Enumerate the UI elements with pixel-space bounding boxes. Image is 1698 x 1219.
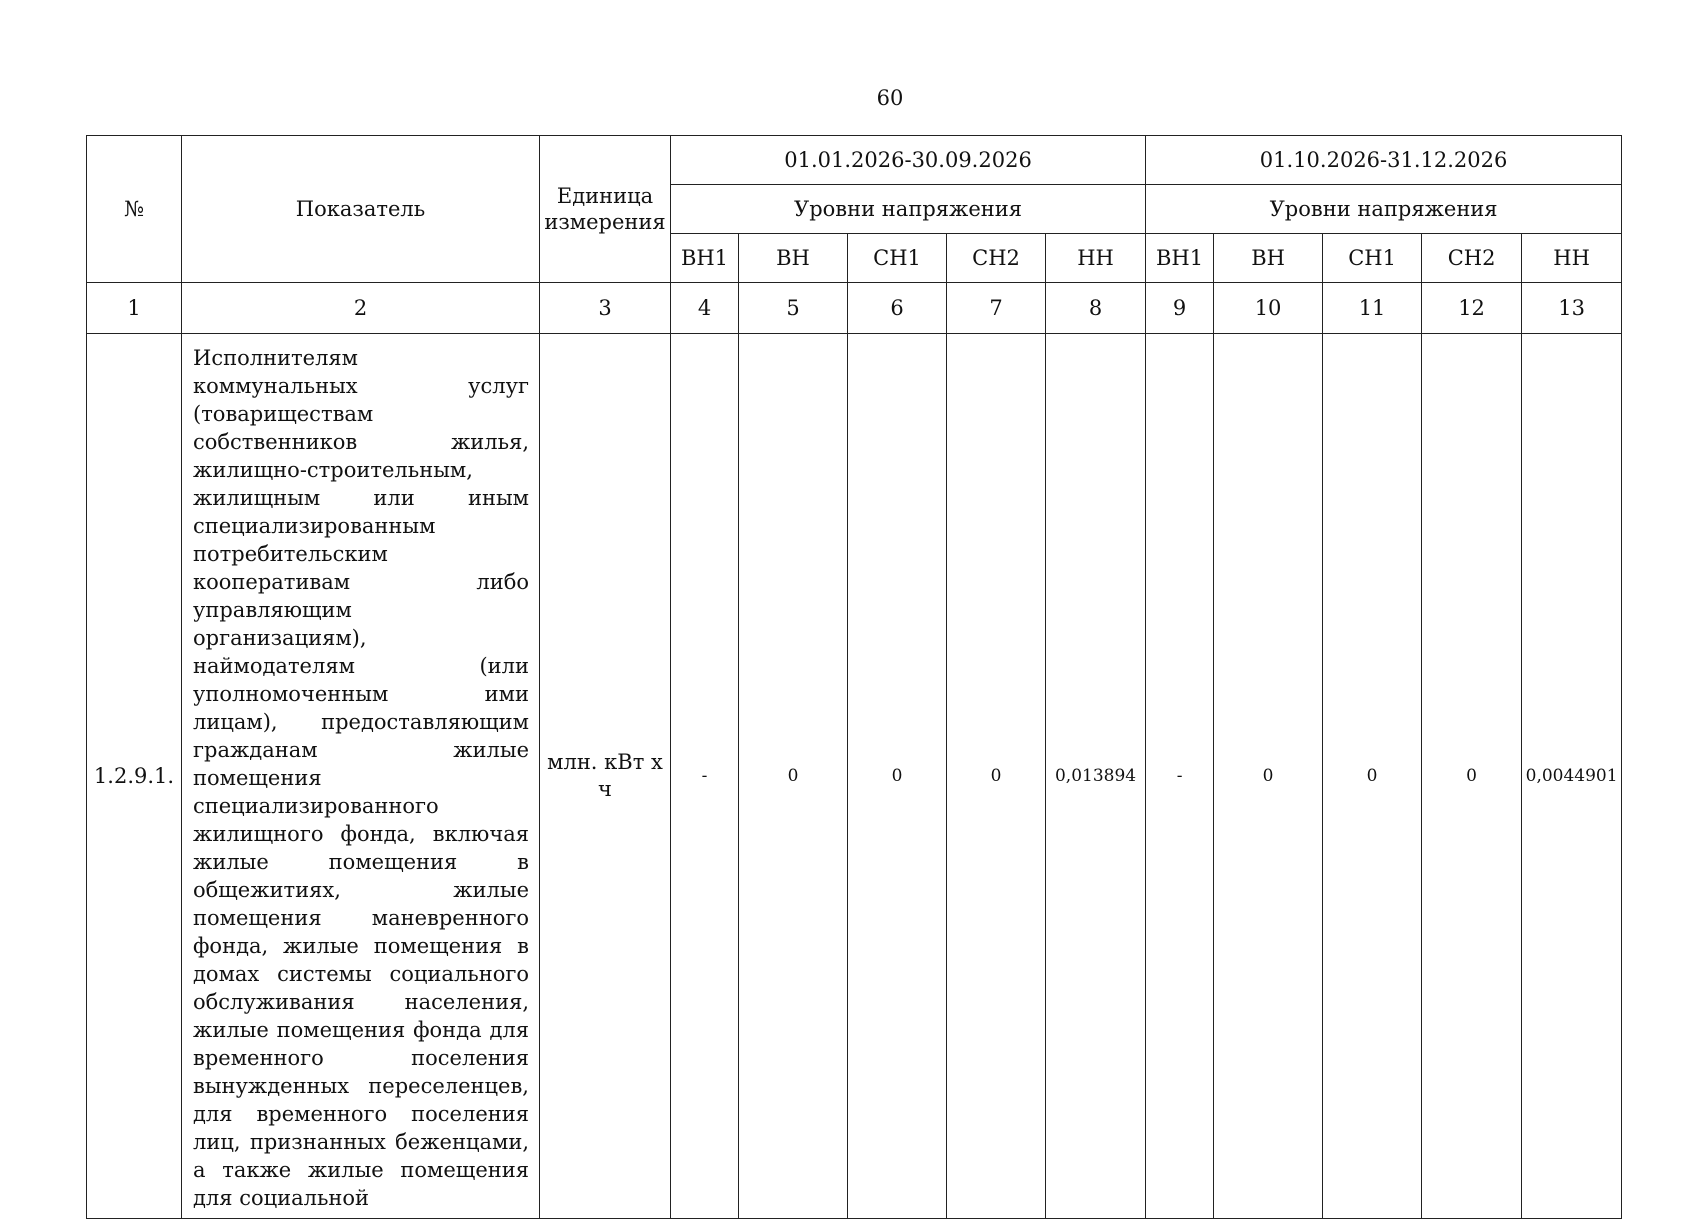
header-level: СН1 xyxy=(848,234,947,283)
header-level: ВН xyxy=(739,234,848,283)
row-value: 0 xyxy=(1214,334,1323,1219)
row-value: 0,0044901 xyxy=(1522,334,1622,1219)
column-numbers-row xyxy=(87,283,1622,334)
column-number: 5 xyxy=(739,283,848,334)
tariff-table xyxy=(86,135,1622,1219)
header-level: ВН1 xyxy=(671,234,739,283)
column-number: 12 xyxy=(1422,283,1522,334)
table-row xyxy=(87,334,1622,1219)
column-number: 9 xyxy=(1146,283,1214,334)
page-number: 60 xyxy=(876,86,904,110)
column-number: 13 xyxy=(1522,283,1622,334)
header-level: НН xyxy=(1046,234,1146,283)
header-level: СН2 xyxy=(1422,234,1522,283)
column-number: 6 xyxy=(848,283,947,334)
column-number: 1 xyxy=(87,283,182,334)
row-indicator-text: Исполнителям коммунальных услуг (товариществам собственников жилья, жилищно-строительным, жилищным или иным специализированным потребительским кооперативам либо управляющим организациям), наймодателям (или уполномоченным ими лицам), предоставляющим гражданам жилые помещения специализированного жилищного фонда, включая жилые помещения в общежитиях, жилые помещения маневренного фонда, жилые помещения в домах системы социального обслуживания населения, жилые помещения фонда для временного поселения вынужденных переселенцев, для временного поселения лиц, признанных беженцами, а также жилые помещения для социальной xyxy=(182,334,540,1219)
header-level: СН1 xyxy=(1323,234,1422,283)
column-number: 11 xyxy=(1323,283,1422,334)
column-number: 2 xyxy=(182,283,540,334)
header-row-periods xyxy=(87,136,1622,185)
row-number: 1.2.9.1. xyxy=(87,334,182,1219)
column-number: 4 xyxy=(671,283,739,334)
header-level: ВН xyxy=(1214,234,1323,283)
header-period-1: 01.01.2026-30.09.2026 xyxy=(671,136,1146,185)
row-value: - xyxy=(671,334,739,1219)
header-levels-label-2: Уровни напряжения xyxy=(1146,185,1622,234)
header-indicator: Показатель xyxy=(182,136,540,283)
column-number: 8 xyxy=(1046,283,1146,334)
row-value: 0 xyxy=(739,334,848,1219)
header-period-2: 01.10.2026-31.12.2026 xyxy=(1146,136,1622,185)
row-value: 0 xyxy=(1323,334,1422,1219)
header-num: № xyxy=(87,136,182,283)
row-value: 0 xyxy=(848,334,947,1219)
row-value: 0,013894 xyxy=(1046,334,1146,1219)
row-unit: млн. кВт х ч xyxy=(540,334,671,1219)
column-number: 3 xyxy=(540,283,671,334)
row-value: 0 xyxy=(947,334,1046,1219)
column-number: 10 xyxy=(1214,283,1323,334)
header-unit: Единица измерения xyxy=(540,136,671,283)
row-value: 0 xyxy=(1422,334,1522,1219)
header-level: ВН1 xyxy=(1146,234,1214,283)
header-level: НН xyxy=(1522,234,1622,283)
header-level: СН2 xyxy=(947,234,1046,283)
row-value: - xyxy=(1146,334,1214,1219)
header-levels-label-1: Уровни напряжения xyxy=(671,185,1146,234)
column-number: 7 xyxy=(947,283,1046,334)
